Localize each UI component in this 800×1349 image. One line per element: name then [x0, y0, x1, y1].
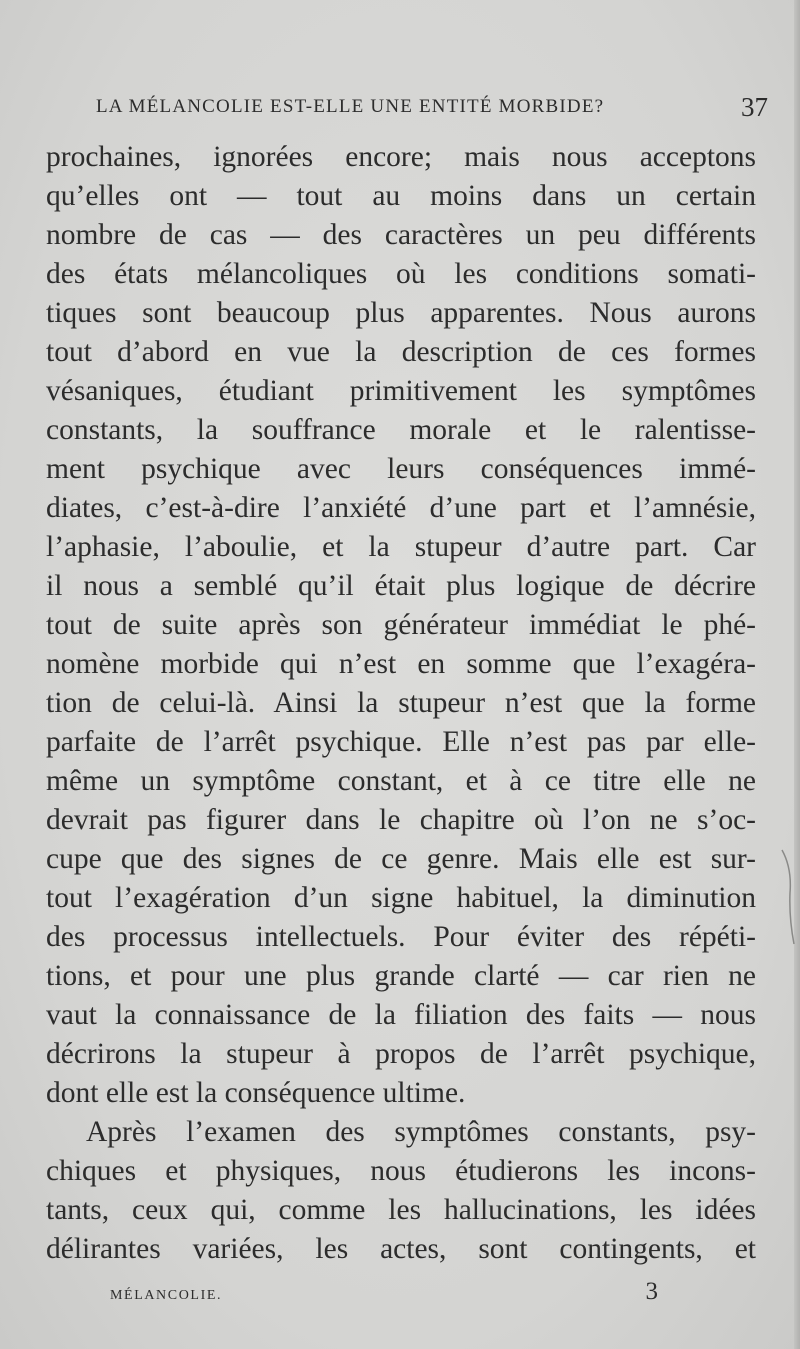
text-line: vésaniques, étudiant primitivement les symptômes — [46, 375, 756, 407]
text-line: tout l’exagération d’un signe habituel, la diminution — [46, 882, 756, 914]
sheet-number: 3 — [645, 1278, 658, 1305]
text-line: ment psychique avec leurs conséquences immé- — [46, 453, 756, 485]
text-line: décrirons la stupeur à propos de l’arrêt psychique, — [46, 1038, 756, 1070]
page-edge — [794, 0, 800, 1349]
text-line: devrait pas figurer dans le chapitre où l’on ne s’oc- — [46, 804, 756, 836]
paragraph-last-line: dont elle est la conséquence ultime. — [46, 1077, 466, 1109]
text-line: nomène morbide qui n’est en somme que l’exagéra- — [46, 648, 756, 680]
text-line: tout de suite après son générateur immédiat le phé- — [46, 609, 756, 641]
text-line: tions, et pour une plus grande clarté — car rien ne — [46, 960, 756, 992]
text-line: chiques et physiques, nous étudierons les incons- — [46, 1155, 756, 1187]
text-line: même un symptôme constant, et à ce titre elle ne — [46, 765, 756, 797]
text-line: l’aphasie, l’aboulie, et la stupeur d’autre part. Car — [46, 531, 756, 563]
text-line: diates, c’est-à-dire l’anxiété d’une part et l’amnésie, — [46, 492, 756, 524]
text-line: cupe que des signes de ce genre. Mais elle est sur- — [46, 843, 756, 875]
text-line: qu’elles ont — tout au moins dans un certain — [46, 180, 756, 212]
text-line: tout d’abord en vue la description de ces formes — [46, 336, 756, 368]
page-number: 37 — [741, 92, 768, 122]
text-line: tants, ceux qui, comme les hallucinations, les idées — [46, 1194, 756, 1226]
text-line: tion de celui-là. Ainsi la stupeur n’est que la forme — [46, 687, 756, 719]
text-line: des états mélancoliques où les conditions somati- — [46, 258, 756, 290]
margin-pencil-mark — [778, 848, 798, 948]
text-line: nombre de cas — des caractères un peu différents — [46, 219, 756, 251]
running-header — [96, 92, 768, 124]
page-footer — [110, 1278, 658, 1314]
text-line: des processus intellectuels. Pour éviter des répéti- — [46, 921, 756, 953]
body-text — [46, 138, 756, 1269]
text-line: vaut la connaissance de la filiation des faits — nous — [46, 999, 756, 1031]
text-line: parfaite de l’arrêt psychique. Elle n’est pas par elle- — [46, 726, 756, 758]
text-line: constants, la souffrance morale et le ralentisse- — [46, 414, 756, 446]
text-line: il nous a semblé qu’il était plus logique de décrire — [46, 570, 756, 602]
running-title: LA MÉLANCOLIE EST-ELLE UNE ENTITÉ MORBIDE? — [96, 96, 605, 117]
signature-mark: MÉLANCOLIE. — [110, 1288, 223, 1303]
text-line: tiques sont beaucoup plus apparentes. Nous aurons — [46, 297, 756, 329]
paragraph-first-line: Après l’examen des symptômes constants, psy- — [86, 1116, 756, 1148]
text-line: délirantes variées, les actes, sont contingents, et — [46, 1233, 756, 1265]
text-line: prochaines, ignorées encore; mais nous acceptons — [46, 141, 756, 173]
